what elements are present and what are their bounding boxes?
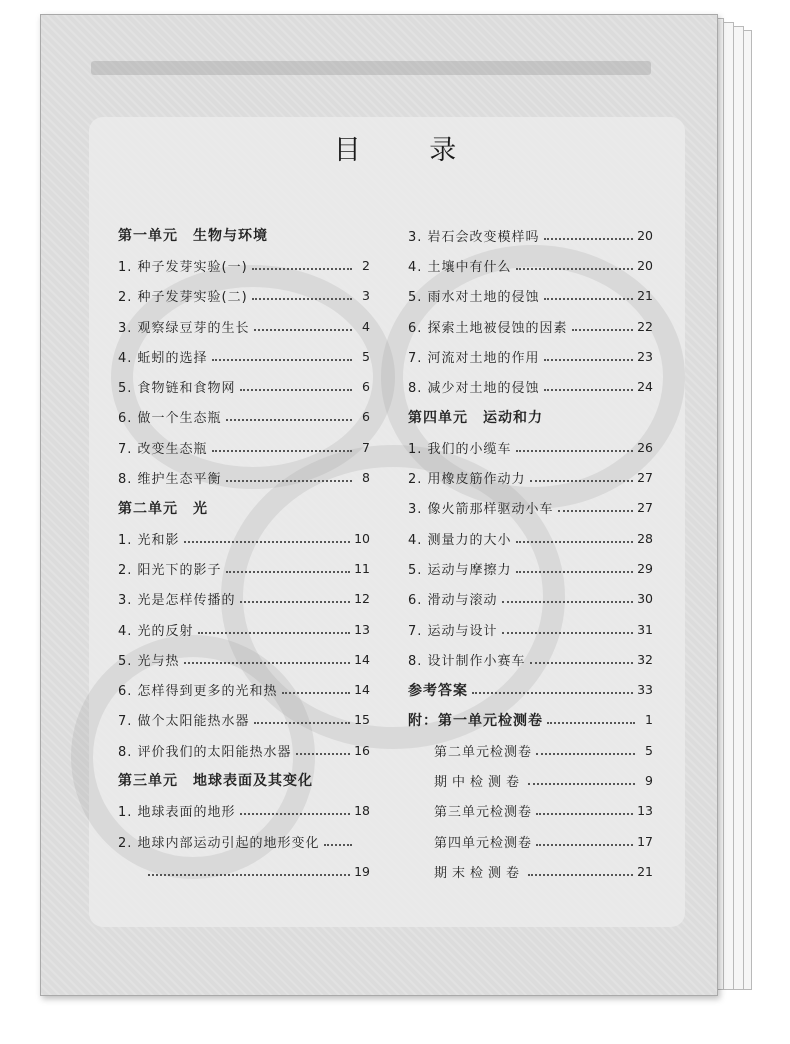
toc-entry-label: 8. 设计制作小赛车 <box>408 653 526 669</box>
toc-entry[interactable] <box>118 826 370 856</box>
toc-entry[interactable] <box>118 281 370 311</box>
toc-entry[interactable] <box>408 281 653 311</box>
toc-test-entry[interactable] <box>408 796 653 826</box>
toc-entry-label: 第四单元检测卷 <box>434 835 533 851</box>
toc-page-number: 21 <box>637 288 653 304</box>
dot-leader <box>536 812 633 815</box>
toc-page-number: 32 <box>637 651 653 667</box>
toc-entry-label: 6. 探索土地被侵蚀的因素 <box>408 320 568 336</box>
toc-entry[interactable] <box>408 493 653 523</box>
dot-leader <box>502 600 634 603</box>
toc-page-number: 22 <box>637 318 653 334</box>
toc-page-number: 27 <box>637 500 653 516</box>
dot-leader <box>252 267 352 270</box>
toc-test-entry[interactable] <box>408 735 653 765</box>
toc-page-number: 31 <box>637 621 653 637</box>
dot-leader <box>240 600 351 603</box>
toc-entry-label: 3. 像火箭那样驱动小车 <box>408 502 554 518</box>
dot-leader <box>252 297 352 300</box>
toc-page-number: 2 <box>362 257 370 273</box>
toc-entry[interactable] <box>408 371 653 401</box>
dot-leader <box>184 540 351 543</box>
toc-entry-label: 7. 改变生态瓶 <box>118 441 208 457</box>
dot-leader <box>254 328 352 331</box>
toc-entry[interactable] <box>118 250 370 280</box>
dot-leader <box>544 388 634 391</box>
dot-leader <box>516 540 634 543</box>
toc-entry[interactable] <box>408 250 653 280</box>
dot-leader <box>148 873 350 876</box>
toc-entry[interactable] <box>118 705 370 735</box>
toc-entry-label: 4. 测量力的大小 <box>408 532 512 548</box>
toc-page-number: 6 <box>362 409 370 425</box>
toc-entry-label: 8. 评价我们的太阳能热水器 <box>118 744 292 760</box>
toc-entry-label: 第四单元 运动和力 <box>408 409 543 426</box>
dot-leader <box>240 388 352 391</box>
toc-entry[interactable] <box>118 402 370 432</box>
toc-page-number: 13 <box>637 803 653 819</box>
toc-entry[interactable] <box>118 735 370 765</box>
toc-test-entry[interactable] <box>408 765 653 795</box>
toc-section-heading[interactable] <box>408 674 653 704</box>
page-header-strip <box>91 61 651 75</box>
toc-page-number: 5 <box>645 742 653 758</box>
toc-page-number: 8 <box>362 470 370 486</box>
toc-entry-label: 6. 怎样得到更多的光和热 <box>118 684 278 700</box>
toc-section-heading[interactable] <box>408 705 653 735</box>
toc-page-number: 14 <box>354 682 370 698</box>
dot-leader <box>198 631 351 634</box>
toc-page-number: 10 <box>354 530 370 546</box>
toc-page-number: 3 <box>362 288 370 304</box>
toc-entry[interactable] <box>118 462 370 492</box>
toc-entry[interactable] <box>408 220 653 250</box>
dot-leader <box>226 570 351 573</box>
toc-entry-label: 参考答案 <box>408 682 468 699</box>
toc-unit-heading[interactable] <box>118 765 370 795</box>
toc-entry-label: 期中检测卷 <box>434 774 525 790</box>
toc-entry[interactable] <box>118 674 370 704</box>
dot-leader <box>516 267 634 270</box>
dot-leader <box>226 418 352 421</box>
toc-page-number: 9 <box>645 772 653 788</box>
dot-leader <box>544 358 634 361</box>
toc-entry[interactable] <box>408 553 653 583</box>
toc-entry-label: 3. 观察绿豆芽的生长 <box>118 320 250 336</box>
toc-page-number: 18 <box>354 803 370 819</box>
toc-entry-label: 8. 维护生态平衡 <box>118 472 222 488</box>
toc-page-number: 1 <box>645 712 653 728</box>
toc-entry-label: 2. 地球内部运动引起的地形变化 <box>118 835 320 851</box>
dot-leader <box>296 752 351 755</box>
dot-leader <box>530 661 634 664</box>
toc-page-number: 13 <box>354 621 370 637</box>
toc-entry[interactable] <box>118 553 370 583</box>
toc-entry-label: 7. 运动与设计 <box>408 623 498 639</box>
toc-entry-label: 第二单元 光 <box>118 500 208 517</box>
toc-page-number: 4 <box>362 318 370 334</box>
toc-entry-label: 第二单元检测卷 <box>434 744 533 760</box>
dot-leader <box>530 479 634 482</box>
toc-page-number: 11 <box>354 560 370 576</box>
toc-entry-label: 6. 做一个生态瓶 <box>118 411 222 427</box>
toc-entry-label: 7. 河流对土地的作用 <box>408 350 540 366</box>
toc-left-column <box>118 220 370 887</box>
toc-unit-heading[interactable] <box>408 402 653 432</box>
toc-entry[interactable] <box>408 311 653 341</box>
toc-page-number: 17 <box>637 833 653 849</box>
toc-test-entry[interactable] <box>408 856 653 886</box>
toc-entry[interactable] <box>408 432 653 462</box>
toc-page-number: 24 <box>637 379 653 395</box>
toc-page-number: 14 <box>354 651 370 667</box>
toc-entry-label: 4. 光的反射 <box>118 623 194 639</box>
dot-leader <box>212 358 352 361</box>
dot-leader <box>544 237 634 240</box>
toc-entry-label: 3. 光是怎样传播的 <box>118 593 236 609</box>
dot-leader <box>212 449 352 452</box>
toc-entry-label: 5. 运动与摩擦力 <box>408 562 512 578</box>
toc-entry[interactable] <box>118 311 370 341</box>
toc-entry-label: 1. 种子发芽实验(一) <box>118 259 248 275</box>
toc-entry[interactable] <box>408 614 653 644</box>
toc-entry-label: 2. 阳光下的影子 <box>118 562 222 578</box>
dot-leader <box>324 843 352 846</box>
toc-entry[interactable] <box>118 614 370 644</box>
toc-entry-label: 4. 土壤中有什么 <box>408 259 512 275</box>
page-title: 目 录 <box>333 135 487 166</box>
toc-page-number: 33 <box>637 682 653 698</box>
toc-entry[interactable] <box>408 523 653 553</box>
toc-page-number: 21 <box>637 863 653 879</box>
dot-leader <box>572 328 634 331</box>
toc-entry[interactable] <box>118 371 370 401</box>
toc-page-number: 26 <box>637 439 653 455</box>
toc-entry-label: 1. 地球表面的地形 <box>118 805 236 821</box>
toc-entry-label: 3. 岩石会改变模样吗 <box>408 229 540 245</box>
toc-entry-label: 6. 滑动与滚动 <box>408 593 498 609</box>
toc-entry-label: 第三单元 地球表面及其变化 <box>118 773 313 790</box>
toc-page-number: 23 <box>637 348 653 364</box>
dot-leader <box>184 661 351 664</box>
toc-right-column <box>408 220 653 887</box>
dot-leader <box>536 843 633 846</box>
toc-entry-label: 1. 光和影 <box>118 532 180 548</box>
dot-leader <box>558 509 634 512</box>
dot-leader <box>547 721 635 724</box>
toc-entry-continuation[interactable] <box>118 856 370 886</box>
toc-page-number: 6 <box>362 379 370 395</box>
toc-page-number: 28 <box>637 530 653 546</box>
toc-entry[interactable] <box>118 584 370 614</box>
toc-page-number: 20 <box>637 257 653 273</box>
toc-entry-label: 5. 光与热 <box>118 653 180 669</box>
dot-leader <box>226 479 352 482</box>
dot-leader <box>536 752 635 755</box>
toc-entry-label: 5. 食物链和食物网 <box>118 381 236 397</box>
dot-leader <box>240 812 351 815</box>
dot-leader <box>472 691 633 694</box>
toc-entry-label: 8. 减少对土地的侵蚀 <box>408 381 540 397</box>
toc-page-number: 15 <box>354 712 370 728</box>
toc-entry-label: 2. 种子发芽实验(二) <box>118 290 248 306</box>
toc-entry-label: 2. 用橡皮筋作动力 <box>408 472 526 488</box>
dot-leader <box>516 449 634 452</box>
toc-entry-label: 期末检测卷 <box>434 865 525 881</box>
toc-entry[interactable] <box>118 432 370 462</box>
toc-page-number: 16 <box>354 742 370 758</box>
dot-leader <box>254 721 351 724</box>
toc-test-entry[interactable] <box>408 826 653 856</box>
toc-entry[interactable] <box>408 341 653 371</box>
toc-entry[interactable] <box>118 644 370 674</box>
toc-entry[interactable] <box>408 584 653 614</box>
toc-entry-label: 第三单元检测卷 <box>434 805 533 821</box>
dot-leader <box>528 873 633 876</box>
toc-entry[interactable] <box>118 341 370 371</box>
toc-unit-heading[interactable] <box>118 493 370 523</box>
toc-page-number: 19 <box>354 863 370 879</box>
toc-entry-label: 附：第一单元检测卷 <box>408 712 543 729</box>
toc-entry-label: 第一单元 生物与环境 <box>118 228 268 245</box>
dot-leader <box>528 782 635 785</box>
toc-entry[interactable] <box>408 462 653 492</box>
dot-leader <box>516 570 634 573</box>
toc-page-number: 7 <box>362 439 370 455</box>
toc-entry-label: 1. 我们的小缆车 <box>408 441 512 457</box>
toc-entry[interactable] <box>118 523 370 553</box>
toc-unit-heading[interactable] <box>118 220 370 250</box>
toc-page-number: 30 <box>637 591 653 607</box>
toc-page-number: 20 <box>637 227 653 243</box>
toc-page-number: 29 <box>637 560 653 576</box>
toc-entry[interactable] <box>118 796 370 826</box>
toc-entry-label: 4. 蚯蚓的选择 <box>118 350 208 366</box>
toc-page-number: 12 <box>354 591 370 607</box>
toc-entry-label: 7. 做个太阳能热水器 <box>118 714 250 730</box>
dot-leader <box>282 691 351 694</box>
toc-entry[interactable] <box>408 644 653 674</box>
dot-leader <box>502 631 634 634</box>
dot-leader <box>544 297 634 300</box>
toc-page-number: 5 <box>362 348 370 364</box>
toc-entry-label: 5. 雨水对土地的侵蚀 <box>408 290 540 306</box>
toc-page-number: 27 <box>637 470 653 486</box>
